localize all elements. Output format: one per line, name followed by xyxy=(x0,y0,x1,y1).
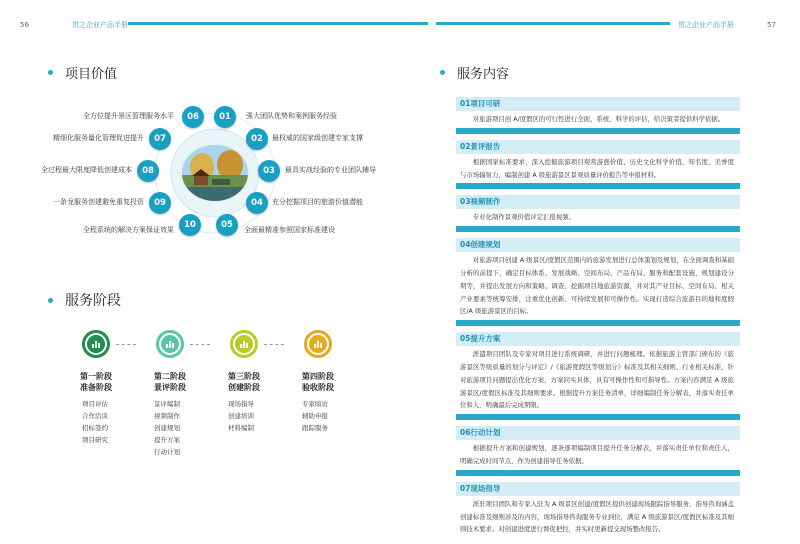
phase-1-line1: 第一阶段 xyxy=(80,372,112,381)
value-num-03: 03 xyxy=(263,166,275,176)
value-label-03: 最具实战经验的专业团队辅导 xyxy=(285,166,376,174)
phase-2-line2: 景评阶段 xyxy=(154,383,186,392)
service-heading: 02景评报告 xyxy=(456,140,740,154)
value-label-01: 强大团队优势和案例服务经验 xyxy=(246,112,337,120)
value-num-04: 04 xyxy=(251,198,263,208)
phase-4-ring xyxy=(304,330,332,358)
value-num-08: 08 xyxy=(142,166,154,176)
value-marker-03 xyxy=(258,160,280,182)
phase-item: 现场指导 xyxy=(228,400,254,408)
value-marker-01 xyxy=(214,106,236,128)
right-header-title: 贯之企业产品手册 xyxy=(678,21,734,29)
value-label-06: 全方位提升景区管理服务水平 xyxy=(83,112,174,120)
phase-4-items xyxy=(290,398,346,434)
value-marker-09 xyxy=(149,192,171,214)
section-divider-bar xyxy=(456,226,740,232)
value-num-10: 10 xyxy=(184,220,196,230)
phase-4-line1: 第四阶段 xyxy=(302,372,334,381)
phase-1 xyxy=(68,330,124,446)
phase-item: 创建培训 xyxy=(228,412,254,420)
value-marker-02 xyxy=(246,128,268,150)
phase-3-items xyxy=(216,398,272,434)
phase-1-line2: 准备阶段 xyxy=(80,383,112,392)
right-header-bar xyxy=(436,22,670,25)
service-body: 根据提升方案和创建规划，逐条逐项编制项目提升任务分解表，并落实责任单位和责任人，明确完成时间节点，作为创建指导任务依据。 xyxy=(460,444,734,465)
service-stages-title: 服务阶段 xyxy=(65,293,121,309)
value-num-01: 01 xyxy=(219,112,231,122)
value-label-05: 全面最精准参照国家标准建设 xyxy=(244,226,335,234)
value-num-02: 02 xyxy=(251,134,263,144)
value-marker-04 xyxy=(246,192,268,214)
value-label-04: 充分挖掘项目的旅游价值潜能 xyxy=(272,198,363,206)
phase-item: 招标签约 xyxy=(82,424,108,432)
left-page-number: 56 xyxy=(20,21,29,29)
service-section-07 xyxy=(456,482,740,536)
service-heading: 07现场指导 xyxy=(456,482,740,496)
phase-2-ring xyxy=(156,330,184,358)
service-section-03 xyxy=(456,195,740,232)
value-label-08: 全过程最大限度降低创建成本 xyxy=(41,166,132,174)
phase-1-ring xyxy=(82,330,110,358)
phase-item: 项目研究 xyxy=(82,436,108,444)
value-num-09: 09 xyxy=(154,198,166,208)
section-divider-bar xyxy=(456,414,740,420)
phase-3-ring xyxy=(230,330,258,358)
phase-4-title xyxy=(290,371,346,393)
left-header-title: 贯之企业产品手册 xyxy=(72,21,128,29)
service-body: 派遣项目团队及专家对项目进行系统调研，并进行问题梳理。依据旅游主管部门颁布的《旅游景区等级质量的划分与评定》/《旅游度假区等级划分》标准及其相关细则、行业相关标准，针对旅游项目问题提出优化方案，方案同实具体，具有可操作性和可指导性。方案内容满足 A 级旅游景区/度假区标准及其细则要求。根据提升方案任务清单，详细编制任务分解表，并落实责任单位和人，明确最后完成期限。 xyxy=(460,350,734,410)
value-marker-06 xyxy=(182,106,204,128)
value-label-10: 全程系统的解决方案保证效果 xyxy=(83,226,174,234)
phase-4 xyxy=(290,330,346,434)
phase-2-title xyxy=(142,371,198,393)
scenic-photo xyxy=(180,143,250,203)
service-content-heading xyxy=(440,63,509,82)
phase-4-line2: 验收阶段 xyxy=(302,383,334,392)
service-section-05 xyxy=(456,332,740,420)
phase-3-line1: 第三阶段 xyxy=(228,372,260,381)
service-section-04 xyxy=(456,238,740,326)
service-body: 专业化制作景观价值评定汇报视频。 xyxy=(472,213,576,222)
service-heading: 05提升方案 xyxy=(456,332,740,346)
service-body: 根据国家标准要求，深入挖掘旅游项目观赏游憩价值、历史文化科学价值、知名度、美誉度与市场辐射力，编制创建 A 级旅游景区景观质量评价报告等申报材料。 xyxy=(460,157,734,179)
project-value-title: 项目价值 xyxy=(65,67,118,82)
section-divider-bar xyxy=(456,470,740,476)
service-body: 对旅游项目创 A/度假区的可行性进行全面、系统、科学的评估，给决策者提供科学依据。 xyxy=(472,115,725,123)
phase-3-title xyxy=(216,371,272,393)
phase-item: 跟踪服务 xyxy=(302,424,328,432)
service-body: 派驻项目团队和专家入驻为 A 级景区创建/度假区提供创建现场跟踪指导服务，指导咨询涵盖创建标准及细则涉及的内容，现场指导咨询服务专业到位，满足 A 级旅游景区/度假区标准及其细则技术要求。对创建进度进行督促把控，并实时更新提交现场整改报告。 xyxy=(460,499,734,534)
bar-chart-icon xyxy=(161,335,179,353)
phase-3-line2: 创建阶段 xyxy=(228,383,260,392)
value-num-06: 06 xyxy=(187,112,199,122)
value-marker-05 xyxy=(216,214,238,236)
service-section-02 xyxy=(456,140,740,190)
phase-item: 合作洽谈 xyxy=(82,412,108,420)
service-stages-heading xyxy=(48,290,121,310)
bar-chart-icon xyxy=(309,335,327,353)
service-body: 对旅游项目创建 A 级景区/度假区范围内的旅游发展进行总体策划及规划，在全面调查和基础分析的前提下，确定目标体系、发展战略、空间布局、产品布局、服务和配套设施、规划建设分期等，并提出发展方向和策略。调查、挖掘项目地旅游资源，并对其产业目标、空间布局、相关产业要素等统筹安排，注重优化创新、可持续发展和可操作性。实现打造综合旅游目的地和度假区/A 级旅游景区的目标。 xyxy=(460,256,734,316)
phase-2-items xyxy=(142,398,198,458)
value-num-05: 05 xyxy=(221,220,233,230)
phase-item: 视频制作 xyxy=(154,412,180,420)
service-content-list xyxy=(456,97,740,542)
phase-1-items xyxy=(68,398,124,446)
phase-item: 景评编制 xyxy=(154,400,180,408)
right-page-number: 57 xyxy=(767,21,776,29)
bar-chart-icon xyxy=(87,335,105,353)
value-marker-07 xyxy=(149,128,171,150)
value-label-07: 精细化服务量化管理促进提升 xyxy=(53,134,144,142)
value-num-07: 07 xyxy=(154,134,166,144)
phase-item: 材料编制 xyxy=(228,424,254,432)
service-heading: 01项目可研 xyxy=(456,97,740,111)
service-heading: 06行动计划 xyxy=(456,426,740,440)
phase-1-title xyxy=(68,371,124,393)
phase-item: 提升方案 xyxy=(154,436,180,444)
service-content-title: 服务内容 xyxy=(457,67,510,82)
bullet-dot-icon xyxy=(440,70,445,75)
phase-item: 辅助申报 xyxy=(302,412,328,420)
phase-3 xyxy=(216,330,272,434)
section-divider-bar xyxy=(456,128,740,134)
value-marker-10 xyxy=(179,214,201,236)
phase-item: 专家暗访 xyxy=(302,400,328,408)
phase-item: 行动计划 xyxy=(154,448,180,456)
phase-2-line1: 第二阶段 xyxy=(154,372,186,381)
value-marker-08 xyxy=(137,160,159,182)
bullet-dot-icon xyxy=(48,298,53,303)
phase-item: 项目评估 xyxy=(82,400,108,408)
phase-item: 创建规划 xyxy=(154,424,180,432)
value-label-02: 最权威的国家级创建专家支撑 xyxy=(272,134,363,142)
service-section-01 xyxy=(456,97,740,134)
service-heading: 04创建规划 xyxy=(456,238,740,252)
service-section-06 xyxy=(456,426,740,476)
section-divider-bar xyxy=(456,320,740,326)
phase-2 xyxy=(142,330,198,458)
service-heading: 03视频制作 xyxy=(456,195,740,209)
value-label-09: 一条龙服务创建避免重复投资 xyxy=(53,198,144,206)
bar-chart-icon xyxy=(235,335,253,353)
section-divider-bar xyxy=(456,183,740,189)
project-value-wheel xyxy=(0,0,400,290)
